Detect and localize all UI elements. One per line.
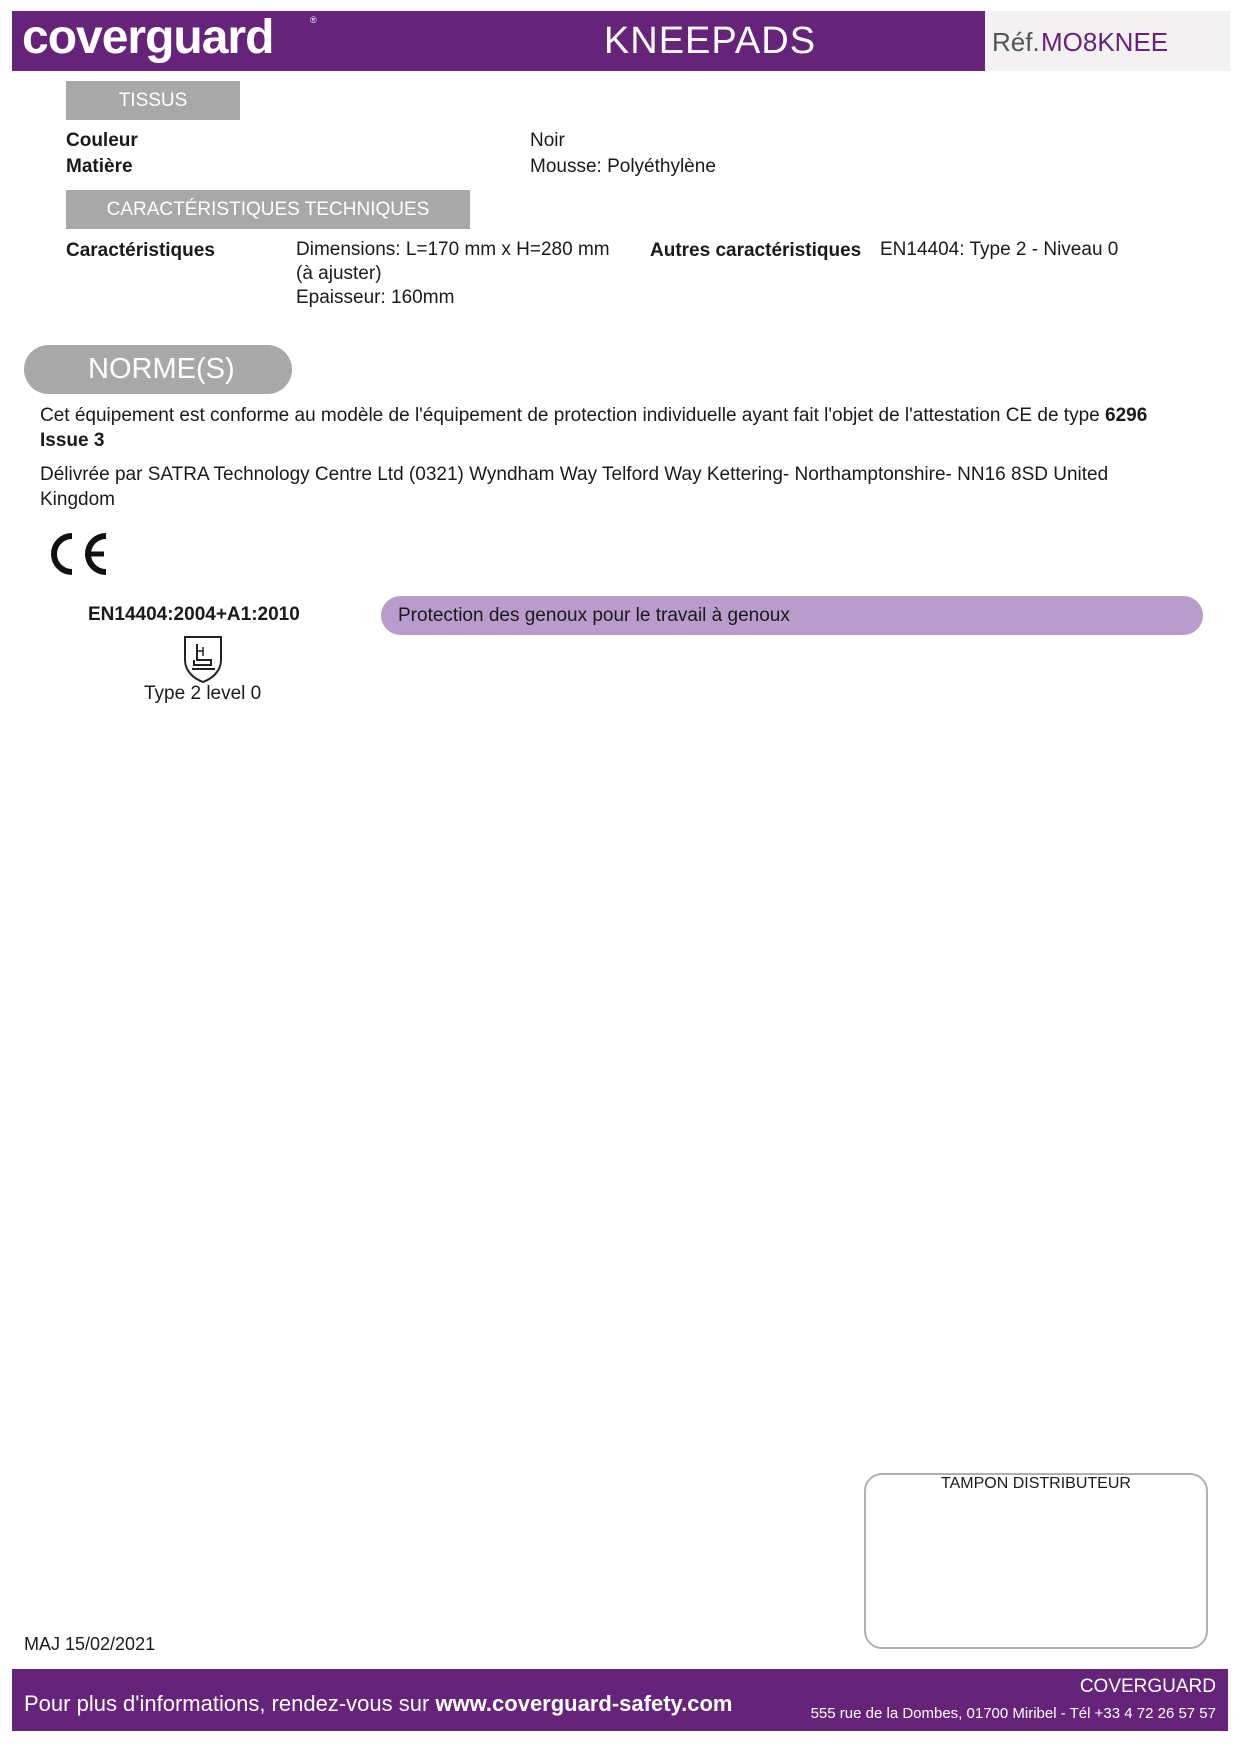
footer-info-text: Pour plus d'informations, rendez-vous sur [24,1691,430,1716]
section-caracteristiques: CARACTÉRISTIQUES TECHNIQUES [66,190,470,229]
knee-protection-shield-icon [181,634,225,684]
footer-info [24,1691,733,1717]
distributor-stamp-title: TAMPON DISTRIBUTEUR [941,1475,1131,1492]
footer-address: 555 rue de la Dombes, 01700 Miribel - Tél +33 4 72 26 57 57 [810,1705,1216,1722]
footer-company: COVERGUARD [1079,1676,1216,1697]
conformity-text: Cet équipement est conforme au modèle de l'équipement de protection individuelle ayant fait l'objet de l'attestation CE de type [40,405,1100,426]
issued-by [40,462,1180,512]
footer-website-link[interactable]: www.coverguard-safety.com [435,1691,733,1716]
reference-label: Réf. [992,27,1040,57]
conformity-statement [40,403,1180,453]
other-characteristics-label: Autres caractéristiques [650,240,862,261]
ce-mark-icon [44,530,112,578]
standard-description-text: Protection des genoux pour le travail à genoux [398,605,790,626]
color-value: Noir [530,130,565,151]
update-date: MAJ 15/02/2021 [24,1634,156,1654]
distributor-stamp-box [864,1473,1208,1649]
material-label: Matière [66,156,133,177]
color-label: Couleur [66,130,138,151]
section-tissus: TISSUS [66,81,240,120]
characteristics-label: Caractéristiques [66,240,215,261]
thickness-value: Epaisseur: 160mm [296,287,455,308]
certificate-number: 6296 [1105,405,1148,426]
issued-by-line1: Délivrée par SATRA Technology Centre Ltd (0321) Wyndham Way Telford Way Kettering- Northamptonshire- NN16 8SD United [40,464,1109,485]
certificate-issue: Issue 3 [40,430,105,451]
other-characteristics-value: EN14404: Type 2 - Niveau 0 [880,239,1119,260]
normes-label: NORME(S) [88,353,235,385]
standard-description [381,596,1203,635]
reference-code: MO8KNEE [1041,27,1169,57]
issued-by-line2: Kingdom [40,489,115,510]
standard-name: EN14404:2004+A1:2010 [88,604,300,625]
brand-logo: coverguard [22,11,274,64]
product-title: KNEEPADS [603,20,817,62]
standard-level: Type 2 level 0 [144,683,262,704]
adjust-note: (à ajuster) [296,263,382,284]
dimensions-value: Dimensions: L=170 mm x H=280 mm [296,239,610,260]
material-value: Mousse: Polyéthylène [530,156,716,177]
registered-mark: ® [310,15,317,25]
section-normes [24,345,292,394]
